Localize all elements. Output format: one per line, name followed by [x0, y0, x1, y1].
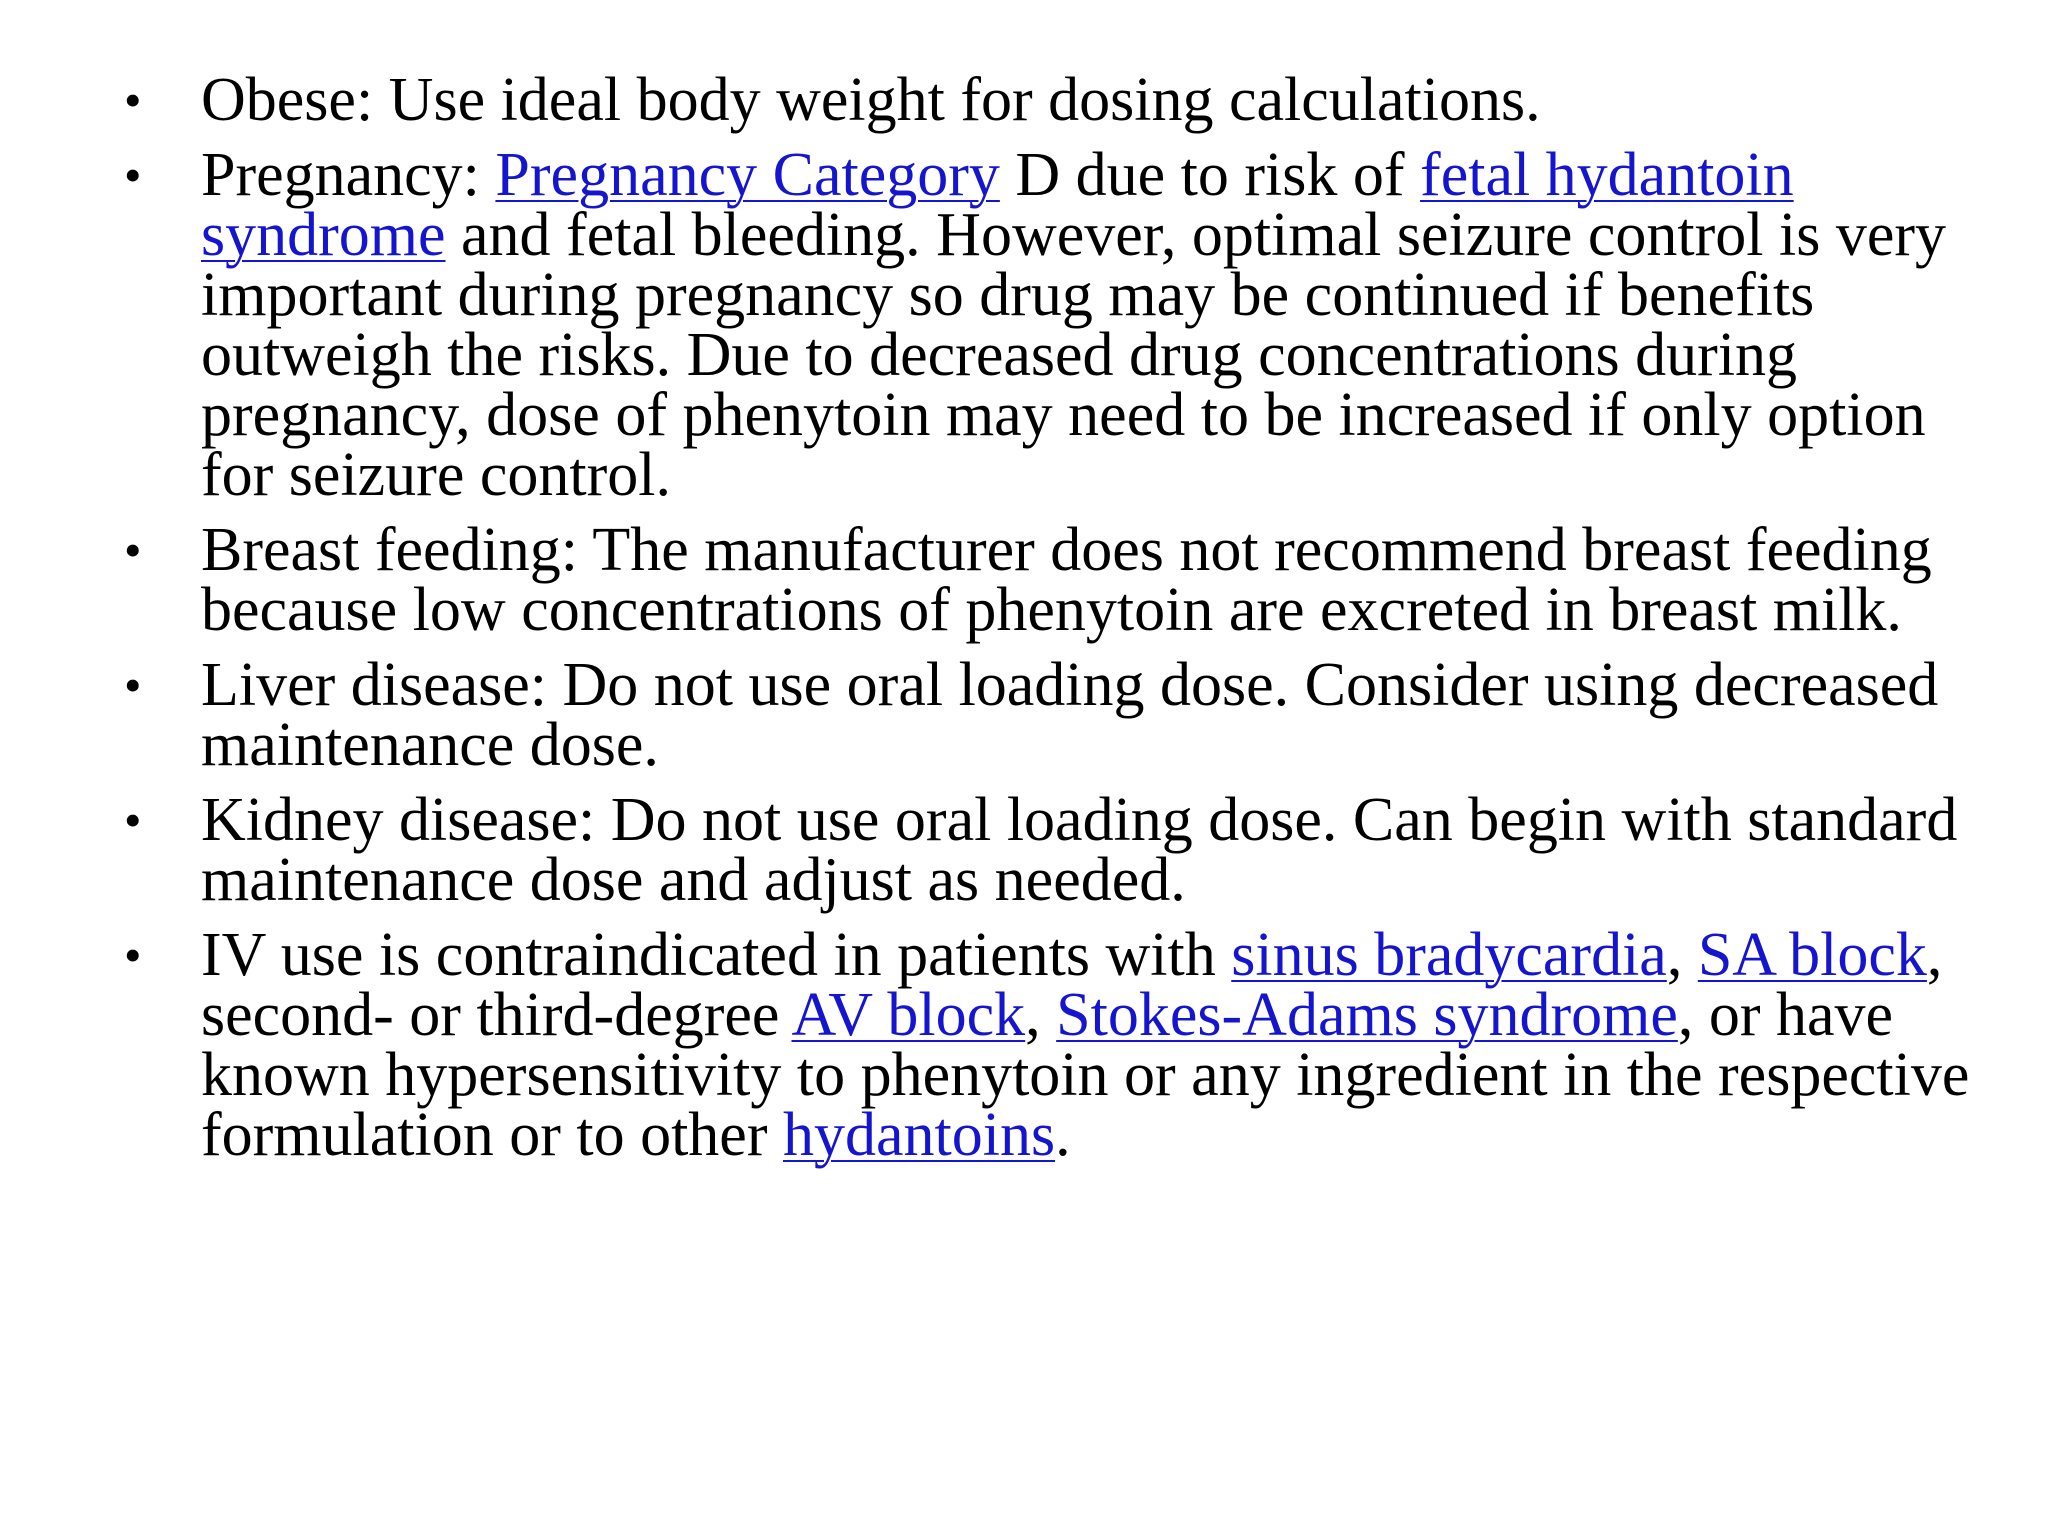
bullet-icon: • — [124, 657, 142, 713]
item-text: D due to risk of — [999, 141, 1421, 209]
item-text: Liver disease: Do not use oral loading dose. Consider using decreased maintenance dose. — [201, 651, 1939, 779]
list-item — [116, 66, 1996, 134]
item-text: . — [1055, 1101, 1071, 1169]
bullet-icon: • — [124, 522, 142, 578]
link-stokes-adams-syndrome[interactable]: Stokes-Adams syndrome — [1056, 981, 1678, 1049]
item-text: and fetal bleeding. However, optimal seizure control is very important during pregnancy so drug may be continued if benefits outweigh the risks. Due to decreased drug concentrations during pregnancy, dose of phenytoin may need to be increased if only option for seizure control. — [201, 201, 1947, 509]
bullet-list — [116, 66, 1996, 1180]
list-item — [116, 651, 1996, 779]
item-text: , second- or third-degree — [201, 921, 1943, 1049]
item-text: Pregnancy: — [201, 141, 496, 209]
item-text: , — [1025, 981, 1057, 1049]
link-pregnancy-category[interactable]: Pregnancy Category — [495, 141, 1000, 209]
list-item — [116, 921, 1996, 1169]
list-item — [116, 141, 1996, 509]
item-text: , or have known hypersensitivity to phenytoin or any ingredient in the respective formulation or to other — [201, 981, 1970, 1169]
link-sinus-bradycardia[interactable]: sinus bradycardia — [1231, 921, 1667, 989]
item-text: IV use is contraindicated in patients with — [201, 921, 1232, 989]
bullet-icon: • — [124, 927, 142, 983]
bullet-icon: • — [124, 72, 142, 128]
link-av-block[interactable]: AV block — [791, 981, 1026, 1049]
item-text: Breast feeding: The manufacturer does not recommend breast feeding because low concentrations of phenytoin are excreted in breast milk. — [201, 516, 1932, 644]
item-text: Kidney disease: Do not use oral loading dose. Can begin with standard maintenance dose and adjust as needed. — [201, 786, 1958, 914]
link-fetal-hydantoin-syndrome[interactable]: fetal hydantoin syndrome — [201, 141, 1794, 269]
item-text: , — [1666, 921, 1698, 989]
list-item — [116, 786, 1996, 914]
link-hydantoins[interactable]: hydantoins — [782, 1101, 1056, 1169]
bullet-icon: • — [124, 792, 142, 848]
list-item — [116, 516, 1996, 644]
bullet-icon: • — [124, 147, 142, 203]
item-text: Obese: Use ideal body weight for dosing calculations. — [201, 66, 1541, 134]
link-sa-block[interactable]: SA block — [1697, 921, 1927, 989]
